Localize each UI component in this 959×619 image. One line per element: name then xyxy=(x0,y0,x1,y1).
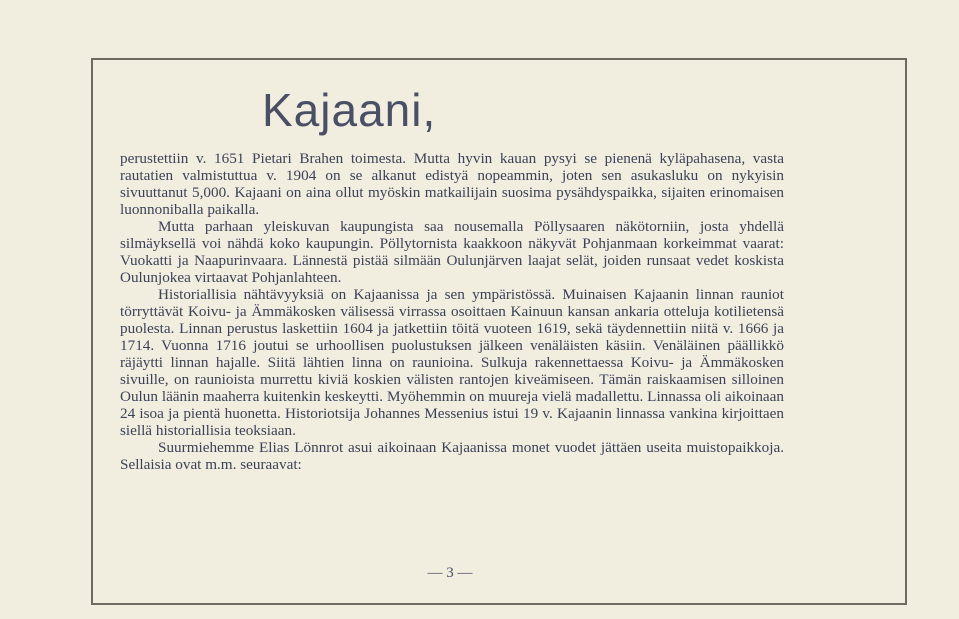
page-number: — 3 — xyxy=(427,565,473,581)
paragraph-castle-history: Historiallisia nähtävyyksiä on Kajaanissa ja sen ympäristössä. Muinaisen Kajaanin linnan rauniot törryttävät Koivu- ja Ämmäkosken välisessä virrassa osoittaen Kainuun kansan ankaria otteluja kotilietensä puolesta. Linnan perustus laskettiin 1604 ja jatkettiin töitä vuoteen 1619, sekä täydennettiin niitä v. 1666 ja 1714. Vuonna 1716 joutui se urhoollisen puolustuksen jälkeen venäläisten käsiin. Venäläinen päällikkö räjäytti linnan hajalle. Siitä lähtien linna on raunioina. Sulkuja rakennettaessa Koivu- ja Ämmäkosken sivuille, on raunioista murrettu kiviä koskien välisten rantojen kiveämiseen. Tämän raiskaamisen silloinen Oulun läänin maaherra kuitenkin keskeytti. Myöhemmin on muureja vielä madallettu. Linnassa oli aikoinaan 24 isoa ja pientä huonetta. Historiotsija Johannes Messenius istui 19 v. Kajaanin linnassa vankina kirjoittaen siellä historiallisia teoksiaan. xyxy=(120,286,784,439)
body-text xyxy=(120,150,784,473)
page-title: Kajaani, xyxy=(262,84,437,136)
paragraph-lonnrot: Suurmiehemme Elias Lönnrot asui aikoinaan Kajaanissa monet vuodet jättäen useita muistopaikkoja. Sellaisia ovat m.m. seuraavat: xyxy=(120,439,784,473)
paragraph-founding: perustettiin v. 1651 Pietari Brahen toimesta. Mutta hyvin kauan pysyi se pienenä kyläpahasena, vasta rautatien valmistuttua v. 1904 on se alkanut edistyä nopeammin, joten sen asukasluku on nykyisin sivuuttanut 5,000. Kajaani on aina ollut myöskin matkailijain suosima pysähdyspaikka, sijaiten erinomaisen luonnoniballa paikalla. xyxy=(120,150,784,218)
paragraph-viewpoint: Mutta parhaan yleiskuvan kaupungista saa nousemalla Pöllysaaren näkötorniin, josta yhdellä silmäyksellä voi nähdä koko kaupungin. Pöllytornista kaakkoon näkyvät Pohjanmaan korkeimmat vaarat: Vuokatti ja Naapurinvaara. Lännestä pistää silmään Oulunjärven laajat selät, joiden runsaat vedet koskista Oulunjokea virtaavat Pohjanlahteen. xyxy=(120,218,784,286)
